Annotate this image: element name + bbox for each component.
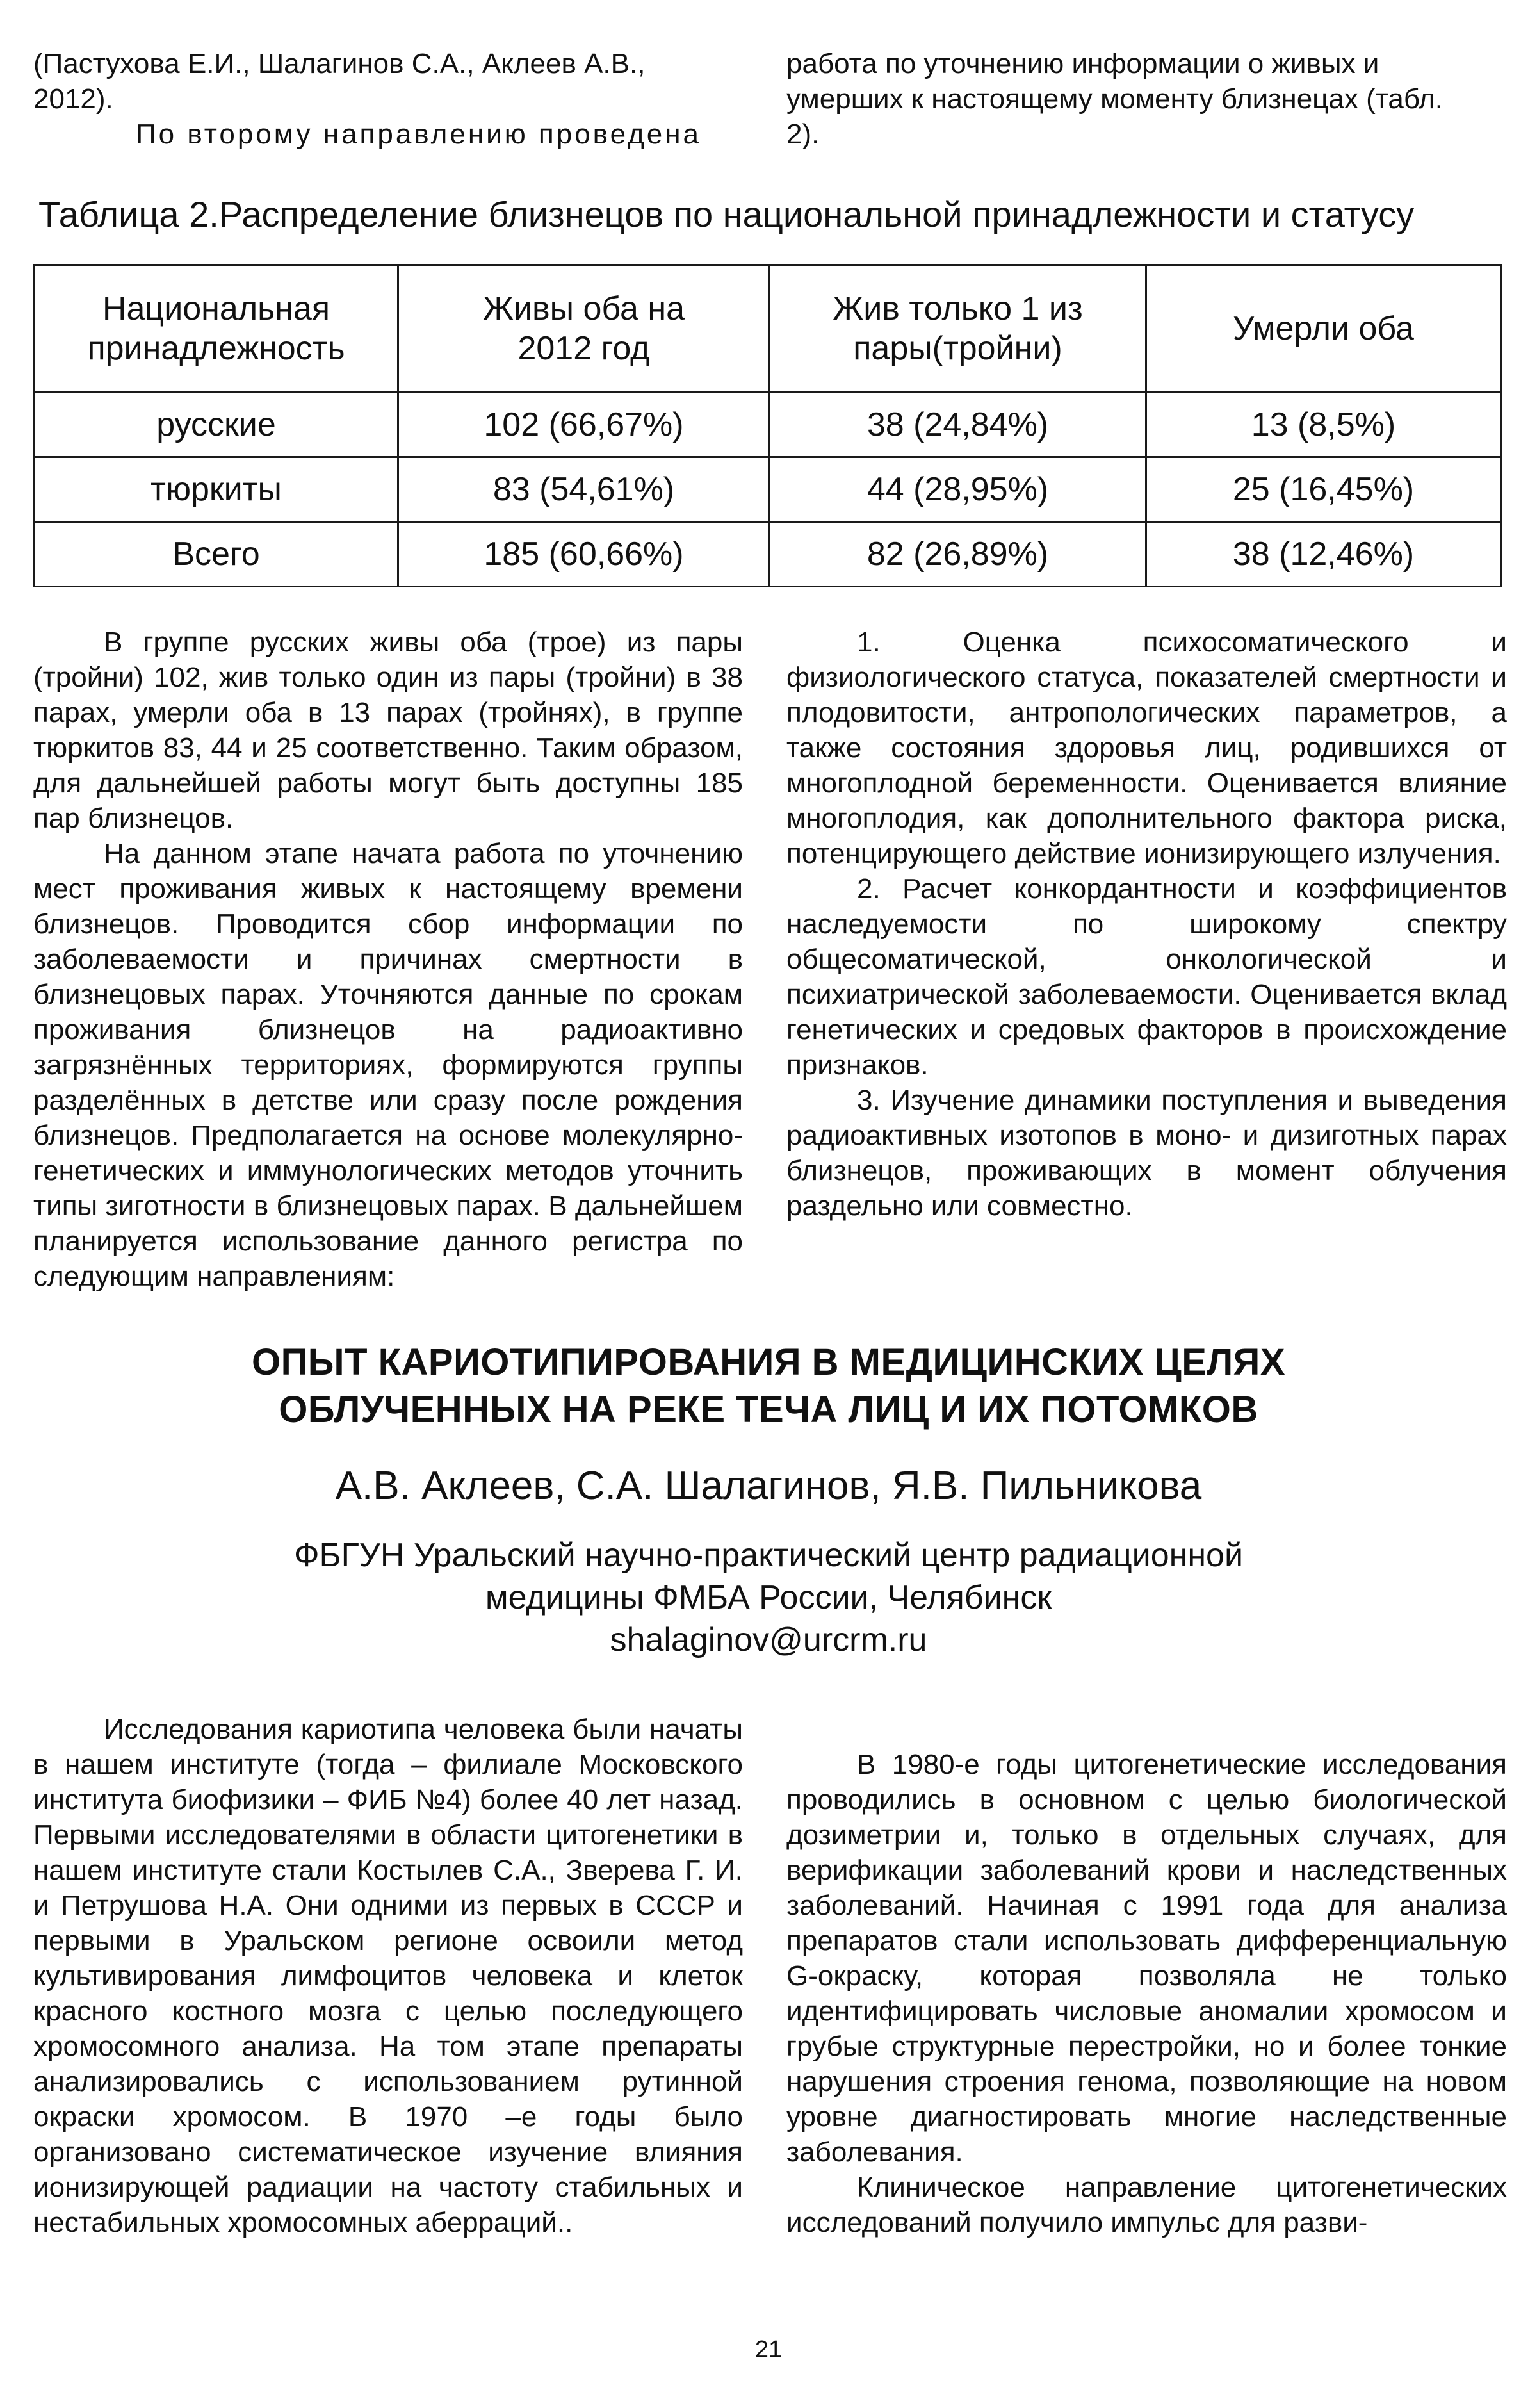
top-left-line: (Пастухова Е.И., Шалагинов С.А., Аклеев А.В., [33, 48, 646, 79]
table-cell: 82 (26,89%) [770, 522, 1146, 587]
body-paragraph: 1. Оценка психосоматического и физиологического статуса, показателей смертности и плодовитости, антропологических параметров, а также состояния здоровья лиц, родившихся от многоплодной беременности. Оценивается влияние многоплодия, как дополнительного фактора риска, потенцирующего действие ионизирующего излучения. [786, 627, 1507, 869]
table-cell: Всего [35, 522, 398, 587]
header-text: Умерли оба [1233, 310, 1414, 347]
article-title-line: ОБЛУЧЕННЫХ НА РЕКЕ ТЕЧА ЛИЦ И ИХ ПОТОМКОВ [279, 1389, 1258, 1430]
header-both-alive [398, 265, 770, 393]
table-row [35, 393, 1501, 457]
header-text: Жив только 1 из [833, 290, 1083, 327]
body-paragraph: 2. Расчет конкордантности и коэффициентов наследуемости по широкому спектру общесоматической, онкологической и психиатрической заболеваемости. Оценивается вклад генетических и средовых факторов в происхождение признаков. [786, 873, 1507, 1081]
body-paragraph: Исследования кариотипа человека были начаты в нашем институте (тогда – филиале Московского института биофизики – ФИБ №4) более 40 лет назад. Первыми исследователями в области цитогенетики в нашем институте стали Костылев С.А., Зверева Г. И. и Петрушова Н.А. Они одними из первых в СССР и первыми в Уральском регионе освоили метод культивирования лимфоцитов человека и клеток красного костного мозга с целью последующего хромосомного анализа. На том этапе препараты анализировались с использованием рутинной окраски хромосом. В 1970 –е годы было организовано систематическое изучение влияния ионизирующей радиации на частоту стабильных и нестабильных хромосомных аберраций.. [33, 1714, 743, 2238]
header-nationality [35, 265, 398, 393]
body-paragraph: На данном этапе начата работа по уточнению мест проживания живых к настоящему времени близнецов. Проводится сбор информации по заболеваемости и причинах смертности в близнецовых парах. Уточняются данные по срокам проживания близнецов на радиоактивно загрязнённых территориях, формируются группы разделённых в детстве или сразу после рождения близнецов. Предполагается на основе молекулярно-генетических и иммунологических методов уточнить типы зиготности в близнецовых парах. В дальнейшем планируется использование данного регистра по следующим направлениям: [33, 838, 743, 1292]
table-cell: 102 (66,67%) [398, 393, 770, 457]
header-text: пары(тройни) [853, 330, 1062, 367]
table-cell: 185 (60,66%) [398, 522, 770, 587]
table-caption: Таблица 2.Распределение близнецов по национальной принадлежности и статусу [38, 194, 1415, 234]
page-number: 21 [754, 2336, 783, 2363]
table-header-row [35, 265, 1501, 393]
header-text: Живы оба на [482, 290, 685, 327]
article-affiliation [0, 1534, 1537, 1661]
body-paragraph: 3. Изучение динамики поступления и выведения радиоактивных изотопов в моно- и дизиготных парах близнецов, проживающих в момент облучения раздельно или совместно. [786, 1085, 1507, 1222]
table-cell: 38 (12,46%) [1146, 522, 1501, 587]
top-right-line: 2). [786, 119, 820, 150]
body-paragraph: Клиническое направление цитогенетических исследований получило импульс для разви- [786, 2172, 1507, 2238]
article-title-line: ОПЫТ КАРИОТИПИРОВАНИЯ В МЕДИЦИНСКИХ ЦЕЛЯХ [251, 1341, 1286, 1383]
author-email: shalaginov@urcrm.ru [610, 1621, 927, 1659]
header-text: 2012 год [517, 330, 650, 367]
table-row [35, 522, 1501, 587]
top-left-line: 2012). [33, 83, 113, 115]
affiliation-line: медицины ФМБА России, Челябинск [485, 1579, 1052, 1616]
header-one-alive [770, 265, 1146, 393]
twins-distribution-table [33, 264, 1502, 587]
table-row [35, 457, 1501, 522]
article-title [0, 1339, 1537, 1434]
table-cell: 25 (16,45%) [1146, 457, 1501, 522]
top-right-line: умерших к настоящему моменту близнецах (табл. [786, 83, 1443, 115]
top-left-column [33, 46, 743, 152]
section1-left-column [33, 625, 743, 1294]
header-text: принадлежность [87, 330, 345, 367]
body-paragraph: В 1980-е годы цитогенетические исследования проводились в основном с целью биологической дозиметрии и, только в отдельных случаях, для верификации заболеваний крови и наследственных заболеваний. Начиная с 1991 года для анализа препаратов стали использовать дифференциальную G-окраску, которая позволяла не только идентифицировать числовые аномалии хромосом и грубые структурные перестройки, но и более тонкие нарушения строения генома, позволяющие на новом уровне диагностировать многие наследственные заболевания. [786, 1749, 1507, 2168]
section2-left-column [33, 1712, 743, 2240]
table-cell: 13 (8,5%) [1146, 393, 1501, 457]
section2-right-column [786, 1747, 1507, 2240]
table-cell: тюркиты [35, 457, 398, 522]
body-paragraph: В группе русских живы оба (трое) из пары (тройни) 102, жив только один из пары (тройни) в 38 парах, умерли оба в 13 парах (тройнях), в группе тюркитов 83, 44 и 25 соответственно. Таким образом, для дальнейшей работы могут быть доступны 185 пар близнецов. [33, 627, 743, 834]
affiliation-line: ФБГУН Уральский научно-практический центр радиационной [293, 1537, 1244, 1574]
section1-right-column [786, 625, 1507, 1224]
article-authors: А.В. Аклеев, С.А. Шалагинов, Я.В. Пильникова [335, 1464, 1202, 1508]
header-text: Национальная [102, 290, 330, 327]
table-cell: 38 (24,84%) [770, 393, 1146, 457]
top-right-column [786, 46, 1507, 152]
table-cell: 44 (28,95%) [770, 457, 1146, 522]
table-cell: русские [35, 393, 398, 457]
top-left-line: По второму направлению проведена [136, 119, 701, 150]
header-both-died [1146, 265, 1501, 393]
table-cell: 83 (54,61%) [398, 457, 770, 522]
top-right-line: работа по уточнению информации о живых и [786, 48, 1379, 79]
